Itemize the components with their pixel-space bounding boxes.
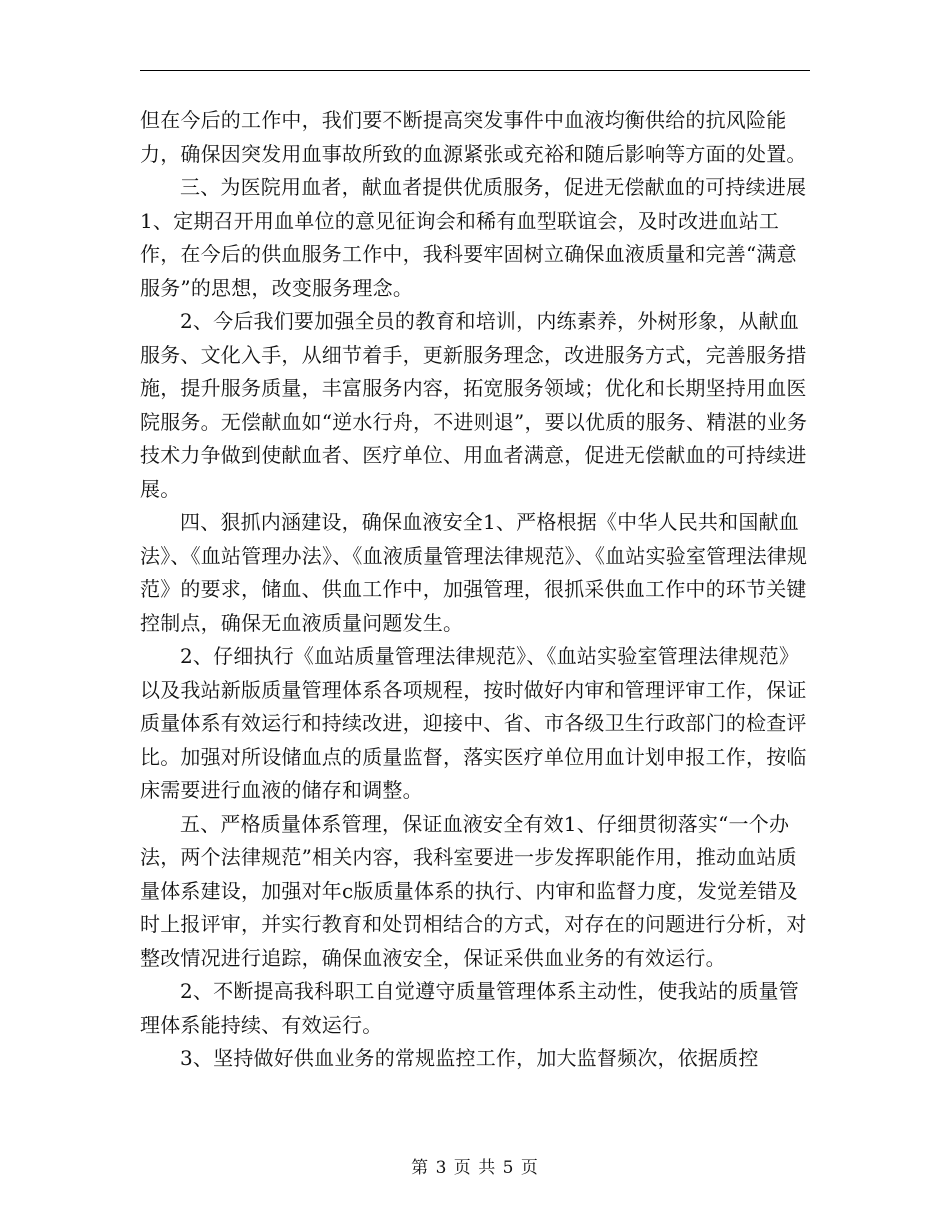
header-rule: [140, 70, 810, 71]
document-body: [140, 104, 812, 1076]
paragraph-continuation: 但在今后的工作中，我们要不断提高突发事件中血液均衡供给的抗风险能力，确保因突发用血事故所致的血源紧张或充裕和随后影响等方面的处置。: [140, 108, 807, 166]
paragraph-monitoring: 3、坚持做好供血业务的常规监控工作，加大监督频次，依据质控: [180, 1046, 759, 1070]
page-number-footer: 第 3 页 共 5 页: [411, 1158, 539, 1178]
paragraph-staff-compliance: 2、不断提高我科职工自觉遵守质量管理体系主动性，使我站的质量管理体系能持续、有效运行。: [140, 979, 799, 1037]
paragraph-section-three: 三、为医院用血者，献血者提供优质服务，促进无偿献血的可持续进展1、定期召开用血单位的意见征询会和稀有血型联谊会，及时改进血站工作，在今后的供血服务工作中，我科要牢固树立确保血液质量和完善“满意服务”的思想，改变服务理念。: [140, 175, 807, 300]
paragraph-section-four: 四、狠抓内涵建设，确保血液安全1、严格根据《中华人民共和国献血法》、《血站管理办法》、《血液质量管理法律规范》、《血站实验室管理法律规范》的要求，储血、供血工作中，加强管理，很抓采供血工作中的环节关键控制点，确保无血液质量问题发生。: [140, 510, 808, 635]
paragraph-section-five: 五、严格质量体系管理，保证血液安全有效1、仔细贯彻落实“一个办法，两个法律规范”相关内容，我科室要进一步发挥职能作用，推动血站质量体系建设，加强对年c版质量体系的执行、内审和监督力度，发觉差错及时上报评审，并实行教育和处罚相结合的方式，对存在的问题进行分析，对整改情况进行追踪，确保血液安全，保证采供血业务的有效运行。: [140, 811, 807, 970]
paragraph-training: 2、今后我们要加强全员的教育和培训，内练素养，外树形象，从献血服务、文化入手，从细节着手，更新服务理念，改进服务方式，完善服务措施，提升服务质量，丰富服务内容，拓宽服务领域；优化和长期坚持用血医院服务。无偿献血如“逆水行舟，不进则退”，要以优质的服务、精湛的业务技术力争做到使献血者、医疗单位、用血者满意，促进无偿献血的可持续进展。: [140, 309, 808, 501]
paragraph-quality-rules: 2、仔细执行《血站质量管理法律规范》、《血站实验室管理法律规范》以及我站新版质量管理体系各项规程，按时做好内审和管理评审工作，保证质量体系有效运行和持续改进，迎接中、省、市各级卫生行政部门的检查评比。加强对所设储血点的质量监督，落实医疗单位用血计划申报工作，按临床需要进行血液的储存和调整。: [140, 644, 807, 802]
